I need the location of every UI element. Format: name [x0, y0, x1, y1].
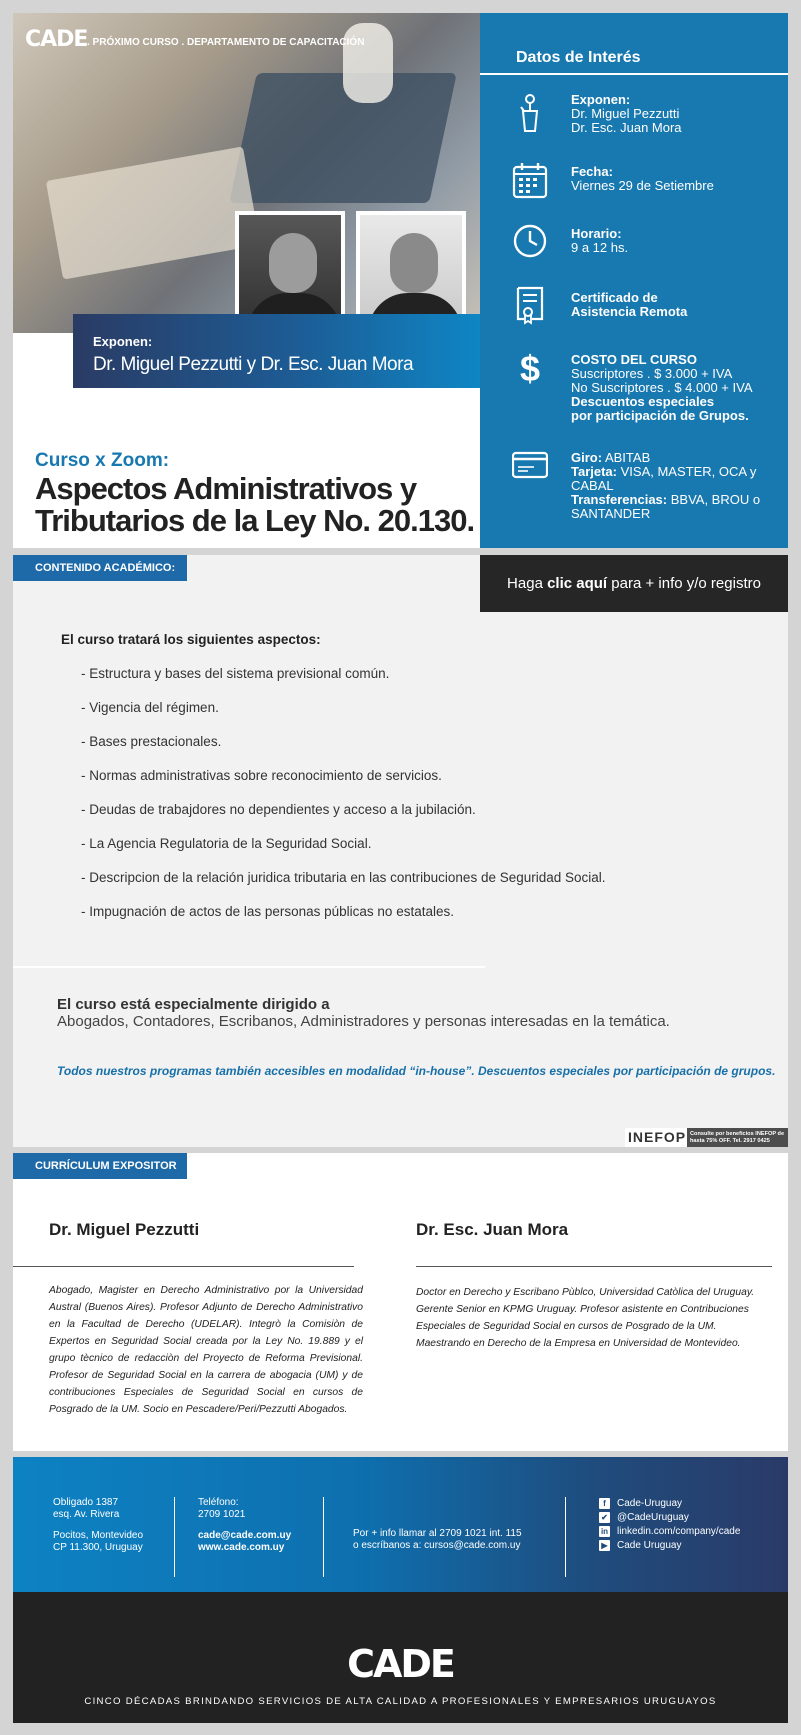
info-horario-value: 9 a 12 hs.: [571, 240, 629, 255]
cta-bold: clic aquí: [547, 575, 608, 592]
info-certificado-line2: Asistencia Remota: [571, 304, 688, 319]
email-link[interactable]: cade@cade.com.uy: [198, 1530, 292, 1541]
cta-post: para + info y/o registro: [611, 575, 761, 592]
info-tarjeta-label: Tarjeta:: [571, 464, 617, 479]
list-item: - Vigencia del régimen.: [81, 700, 219, 715]
contenido-tab: CONTENIDO ACADÉMICO:: [13, 555, 187, 581]
credit-card-icon: [512, 447, 548, 487]
speaker1-divider: [13, 1266, 354, 1267]
social-youtube[interactable]: [599, 1540, 681, 1552]
speaker2-divider: [416, 1266, 772, 1267]
cade-logo-footer: CADE: [347, 1642, 454, 1686]
info-panel: [480, 13, 788, 548]
footer-brand: [13, 1592, 788, 1723]
address-line2: esq. Av. Rivera: [53, 1508, 120, 1520]
address-line1: Obligado 1387: [53, 1497, 119, 1508]
info-fecha-value: Viernes 29 de Setiembre: [571, 178, 714, 193]
address-line4: CP 11.300, Uruguay: [53, 1541, 143, 1553]
list-item: - Estructura y bases del sistema previsional común.: [81, 666, 390, 681]
info-costo-line3: Descuentos especiales: [571, 394, 715, 409]
social-label: Cade-Uruguay: [617, 1498, 683, 1509]
inefop-logo: INEFOP: [625, 1128, 687, 1147]
address-line3: Pocitos, Montevideo: [53, 1530, 144, 1541]
course-title: Aspectos Administrativos y Tributarios de la Ley No. 20.130.: [35, 471, 475, 538]
brand-tagline: CINCO DÉCADAS BRINDANDO SERVICIOS DE ALTA CALIDAD A PROFESIONALES Y EMPRESARIOS URUGUAYOS: [84, 1696, 717, 1707]
info-exponen-line2: Dr. Esc. Juan Mora: [571, 120, 682, 135]
footer-city: [53, 1530, 143, 1553]
info-exponen-line1: Dr. Miguel Pezzutti: [571, 106, 680, 121]
footer-divider: [174, 1497, 175, 1577]
footer-phone: [198, 1497, 245, 1520]
dollar-icon: [512, 349, 548, 389]
hero-section: [13, 13, 480, 548]
speaker-icon: [512, 93, 548, 133]
certificate-icon: [512, 285, 548, 325]
register-cta-button[interactable]: [480, 555, 788, 612]
social-label: Cade Uruguay: [617, 1540, 682, 1551]
cade-logo: CADE: [25, 27, 88, 52]
speaker2-bio: Doctor en Derecho y Escribano Pùblco, Universidad Catòlica del Uruguay. Gerente Senior en KPMG Uruguay. Profesor asistente en Contribuciones Especiales de Seguridad Social en cursos de Posgrado de la UM. Maestrando en Derecho de la Empresa en Universidad de Montevideo.: [416, 1287, 755, 1349]
curriculum-tab: CURRÍCULUM EXPOSITOR: [13, 1153, 187, 1179]
footer-contact: [13, 1457, 788, 1592]
social-facebook[interactable]: [599, 1498, 682, 1510]
target-text: Abogados, Contadores, Escribanos, Administradores y personas interesadas en la temática.: [57, 1013, 670, 1030]
header-tagline: . PRÓXIMO CURSO . DEPARTAMENTO DE CAPACITACIÓN: [87, 37, 365, 48]
social-label: @CadeUruguay: [617, 1512, 689, 1523]
speaker1-bio: Abogado, Magister en Derecho Administrativo por la Universidad Austral (Buenos Aires). Profesor Adjunto de Derecho Administrativo en la Facultad de Derecho (UDELAR). Integrò la Comisiòn de Expertos en Seguridad Social creada por la Ley No. 19.889 y el grupo tècnico de redacciòn del Proyecto de Reforma Previsional. Profesor de Seguridad Social en la carrera de abogacia (UM) y de contribuciones Especiales de Seguridad Social en cursos de Posgrado de la UM. Socio en Pescadere/Peri/Pezzutti Abogados.: [49, 1285, 363, 1415]
info-tarjeta-value: VISA, MASTER, OCA y CABAL: [571, 464, 757, 493]
info-line1: Por + info llamar al 2709 1021 int. 115: [353, 1528, 522, 1539]
info-exponen-label: Exponen:: [571, 92, 631, 107]
list-item: - Impugnación de actos de las personas públicas no estatales.: [81, 904, 454, 919]
info-line2[interactable]: o escríbanos a: cursos@cade.com.uy: [353, 1539, 521, 1551]
exponen-banner: [73, 314, 480, 388]
social-linkedin[interactable]: [599, 1526, 740, 1538]
speaker2-name: Dr. Esc. Juan Mora: [416, 1220, 569, 1239]
clock-icon: [512, 221, 548, 261]
info-costo-line1: Suscriptores . $ 3.000 + IVA: [571, 366, 733, 381]
list-item: - Normas administrativas sobre reconocimiento de servicios.: [81, 768, 442, 783]
contenido-section: [13, 555, 788, 1147]
list-item: - Deudas de trabajdores no dependientes y acceso a la jubilación.: [81, 802, 476, 817]
exponen-label: Exponen:: [93, 334, 153, 349]
footer-address: [53, 1497, 119, 1520]
twitter-icon: ✔: [599, 1512, 610, 1523]
list-item: - Descripcion de la relación juridica tributaria en las contribuciones de Seguridad Social.: [81, 870, 606, 885]
exponen-names: Dr. Miguel Pezzutti y Dr. Esc. Juan Mora: [93, 354, 414, 375]
info-costo-label: COSTO DEL CURSO: [571, 352, 697, 367]
list-item: - Bases prestacionales.: [81, 734, 222, 749]
social-twitter[interactable]: [599, 1512, 689, 1524]
content-divider: [13, 966, 485, 968]
info-fecha-label: Fecha:: [571, 164, 613, 179]
speaker1-name: Dr. Miguel Pezzutti: [49, 1220, 200, 1239]
phone-label: Teléfono:: [198, 1497, 239, 1508]
info-divider: [480, 73, 788, 75]
info-costo-line4: por participación de Grupos.: [571, 408, 749, 423]
youtube-icon: ▶: [599, 1540, 610, 1551]
footer-info: [353, 1528, 522, 1551]
inefop-note: Consulte por beneficios INEFOP de hasta 75% OFF. Tel. 2917 0425: [687, 1128, 788, 1147]
contenido-intro: El curso tratará los siguientes aspectos:: [61, 632, 321, 647]
svg-text:$: $: [520, 349, 541, 389]
curriculum-section: [13, 1153, 788, 1451]
inhouse-note: Todos nuestros programas también accesibles en modalidad “in-house”. Descuentos especiales por participación de grupos.: [57, 1064, 776, 1078]
list-item: - La Agencia Regulatoria de la Seguridad Social.: [81, 836, 372, 851]
info-transf-value: BBVA, BROU o SANTANDER: [571, 492, 761, 521]
footer-links: [198, 1530, 291, 1553]
course-subtitle: Curso x Zoom:: [35, 450, 170, 471]
inefop-badge[interactable]: [625, 1128, 788, 1147]
facebook-icon: f: [599, 1498, 610, 1509]
social-label: linkedin.com/company/cade: [617, 1526, 741, 1537]
target-title: El curso está especialmente dirigido a: [57, 996, 330, 1013]
web-link[interactable]: www.cade.com.uy: [198, 1541, 285, 1553]
info-giro-value: ABITAB: [604, 450, 651, 465]
cta-pre: Haga: [507, 575, 543, 592]
info-certificado-line1: Certificado de: [571, 290, 658, 305]
linkedin-icon: in: [600, 1527, 609, 1536]
footer-divider: [323, 1497, 324, 1577]
info-horario-label: Horario:: [571, 226, 622, 241]
info-transf-label: Transferencias:: [571, 492, 668, 507]
info-heading: Datos de Interés: [516, 49, 641, 66]
calendar-icon: [512, 161, 548, 201]
contenido-list: [81, 666, 606, 938]
info-giro-label: Giro:: [571, 450, 603, 465]
footer-divider: [565, 1497, 566, 1577]
phone-number[interactable]: 2709 1021: [198, 1508, 246, 1520]
info-costo-line2: No Suscriptores . $ 4.000 + IVA: [571, 380, 753, 395]
